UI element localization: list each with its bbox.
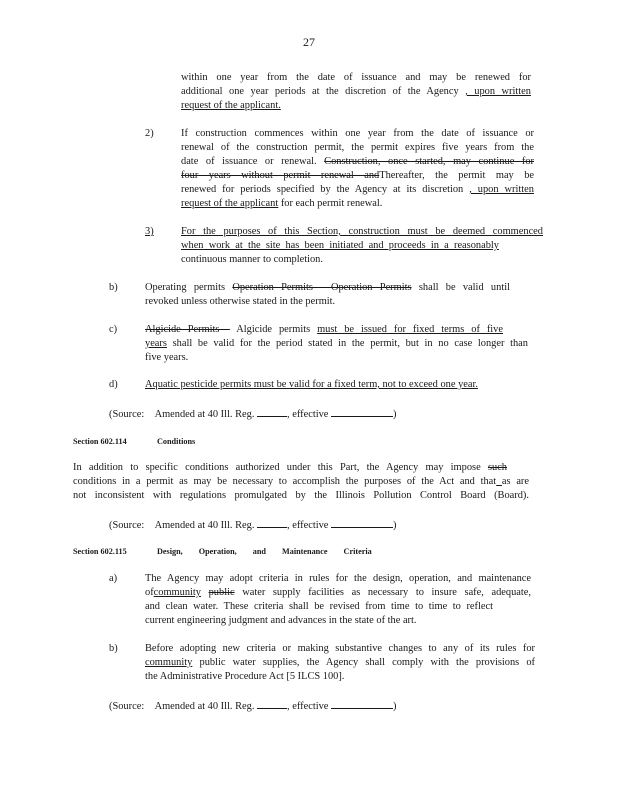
text-run: shall be valid for the period stated in the permit, but in no case longer than [172,338,528,349]
source-close: ) [393,701,397,712]
inserted-text: request of the applicant. [181,100,281,111]
blank-line [257,406,287,417]
text-line [181,169,534,183]
deleted-text: four years without permit renewal and [181,170,380,181]
text-run: additional one year periods at the discretion of the Agency [181,86,459,97]
inserted-text: must be issued for fixed terms of five [317,324,503,335]
text-run: renewed for periods specified by the [181,184,350,195]
text-line: within one year from the date of issuance and may be renewed for [181,72,531,83]
adopting-criteria-paragraph [145,642,535,684]
text-line [145,323,503,337]
text-run: shall be valid until [418,282,510,293]
text-line [181,197,534,211]
inserted-text: For the purposes of this Section, construction must be deemed commenced [181,226,543,237]
permit-term-paragraph [181,71,531,113]
inserted-text: community [145,657,193,668]
text-line: revoked unless otherwise stated in the permit. [145,296,336,307]
source-effective: effective [292,409,329,420]
source-effective: effective [292,701,329,712]
source-comma: , [287,409,290,420]
source-label: (Source: [109,409,145,420]
page-number: 27 [303,35,315,49]
source-amended: Amended at 40 Ill. Reg. [154,701,255,712]
source-amended: Amended at 40 Ill. Reg. [154,520,255,531]
source-note [109,698,397,714]
text-line [181,155,534,169]
text-run: Thereafter, the permit may be [379,170,535,181]
text-line: and clean water. These criteria shall be revised from time to time to reflect [145,601,493,612]
deleted-text: Algicide Permits - [145,324,230,335]
list-label: 2) [145,128,154,139]
algicide-permits-paragraph [145,323,528,365]
text-line [145,656,535,670]
section-number: Section 602.115 [73,547,127,556]
list-label: b) [109,282,118,293]
text-line [145,586,531,600]
blank-line [331,517,393,528]
source-label: (Source: [109,701,145,712]
deleted-text: such [487,462,507,473]
text-run: for each permit renewal. [280,198,383,209]
inserted-text: years [145,338,167,349]
inserted-text: request of the applicant [181,198,279,209]
operating-permits-paragraph [145,281,510,309]
blank-line [257,698,287,709]
text-line: current engineering judgment and advances in the state of the art. [145,615,417,626]
design-criteria-paragraph [145,572,531,628]
source-label: (Source: [109,520,145,531]
text-run: as are [501,476,530,487]
text-line [145,337,528,351]
text-run: of [145,587,154,598]
text-run: water supply facilities as necessary to insure safe, adequate, [242,587,531,598]
source-comma: , [287,520,290,531]
source-close: ) [393,409,397,420]
list-label: d) [109,379,118,390]
commencement-paragraph [181,225,543,267]
deleted-text: public [208,587,235,598]
text-run: Operating permits [145,282,226,293]
inserted-text: community [153,587,201,598]
source-note [109,517,397,533]
text-run: public water supplies, the Agency shall comply with the provisions of [199,657,535,668]
text-run: In addition to specific conditions authorized under this Part, the Agency may impose [73,462,481,473]
inserted-text: , upon written [469,184,534,195]
source-note [109,406,397,422]
text-line: Before adopting new criteria or making substantive changes to any of its rules for [145,643,535,654]
blank-line [331,406,393,417]
text-line [181,85,531,99]
section-title: Conditions [157,437,196,446]
list-label: 3) [145,226,154,237]
text-line: The Agency may adopt criteria in rules for the design, operation, and maintenance [145,573,531,584]
text-line [73,475,529,489]
section-title: Design, Operation, and Maintenance Criteria [157,547,372,556]
source-amended: Amended at 40 Ill. Reg. [154,409,255,420]
section-number: Section 602.114 [73,437,127,446]
text-run: Agency at its discretion [354,184,464,195]
inserted-text: when work at the site has been initiated and proceeds in a reasonably [181,240,499,251]
deleted-text: Construction, once started, may continue for [324,156,535,167]
text-line: If construction commences within one year from the date of issuance or [181,128,534,139]
blank-line [331,698,393,709]
source-comma: , [287,701,290,712]
text-run: Algicide permits [236,324,311,335]
conditions-paragraph [73,461,529,503]
inserted-text: Aquatic pesticide permits must be valid for a fixed term, not to exceed one year. [145,379,478,390]
inserted-text: , upon written [465,86,531,97]
list-label: c) [109,324,118,335]
aquatic-pesticide-paragraph [145,378,531,392]
list-label: b) [109,643,118,654]
text-line: the Administrative Procedure Act [5 ILCS 100]. [145,671,345,682]
text-line: continuous manner to completion. [181,254,323,265]
text-run: conditions in a permit as may be necessary to accomplish the purposes of the Act and that [73,476,497,487]
text-run: date of issuance or renewal. [181,156,317,167]
blank-line [257,517,287,528]
construction-permit-paragraph [181,127,534,211]
text-line [73,461,507,475]
list-label: a) [109,573,118,584]
text-line [145,281,510,295]
text-line [181,183,534,197]
source-effective: effective [292,520,329,531]
text-line: five years. [145,352,189,363]
text-line: renewal of the construction permit, the permit expires five years from the [181,142,534,153]
text-line: not inconsistent with regulations promulgated by the Illinois Pollution Control Board (Board). [73,490,529,501]
source-close: ) [393,520,397,531]
deleted-text: Operation Permits - Operation Permits [232,282,412,293]
